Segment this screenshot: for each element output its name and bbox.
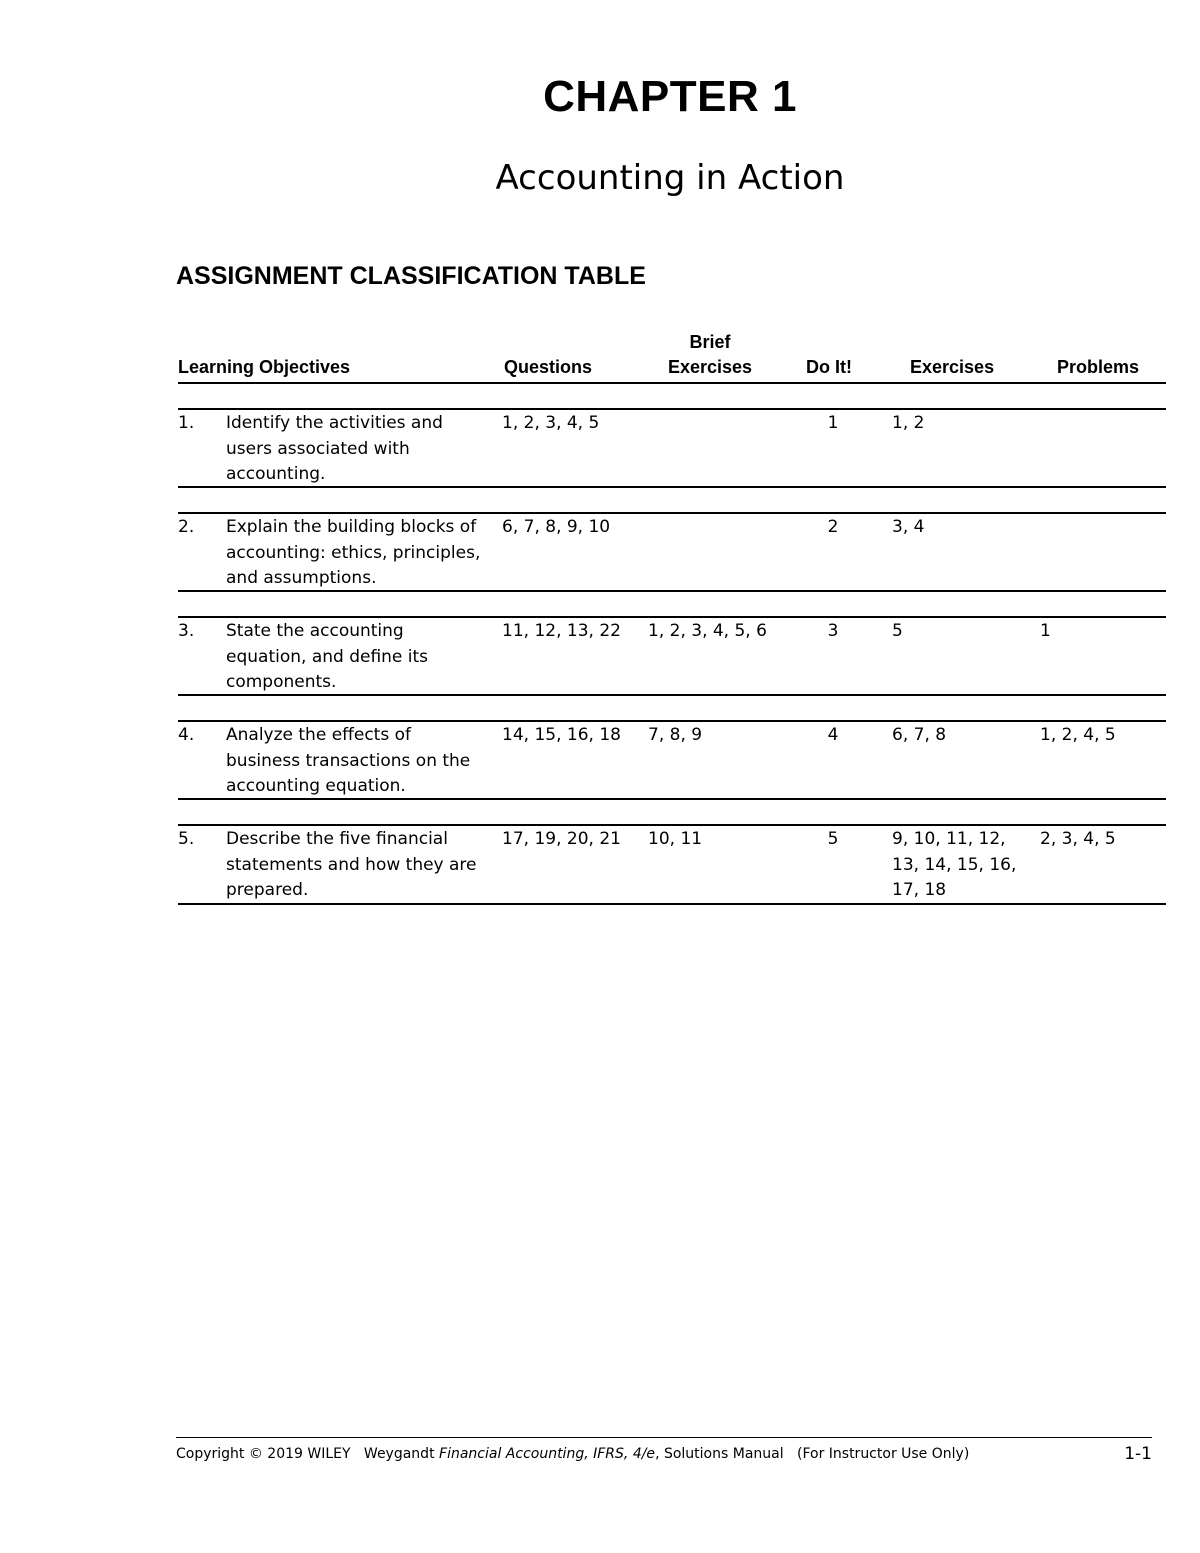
do-it-cell: 4 [827, 725, 839, 745]
questions-cell: 14, 15, 16, 18 [502, 725, 621, 745]
footer-manual: , Solutions Manual [655, 1446, 784, 1462]
exercises-cell: 6, 7, 8 [892, 725, 947, 745]
exercises-cell: 1, 2 [892, 413, 925, 433]
page-number: 1-1 [1124, 1444, 1152, 1464]
col-header-exercises: Exercises [910, 357, 995, 377]
do-it-cell: 5 [827, 829, 839, 849]
table-row [178, 824, 1166, 905]
objective-number: 1. [178, 413, 195, 433]
col-header-brief-line1: Brief [689, 332, 731, 352]
objective-text: Identify the activities and users associated with accounting. [226, 413, 443, 484]
assignment-classification-table [178, 330, 1166, 905]
col-header-questions: Questions [504, 357, 593, 377]
do-it-cell: 2 [827, 517, 839, 537]
questions-cell: 17, 19, 20, 21 [502, 829, 621, 849]
objective-number: 3. [178, 621, 195, 641]
problems-cell: 1 [1040, 621, 1051, 641]
table-row [178, 616, 1166, 696]
table-row [178, 720, 1166, 800]
col-header-learning-objectives: Learning Objectives [178, 357, 351, 377]
table-row [178, 408, 1166, 488]
footer-edition: 4/e [632, 1446, 656, 1462]
objective-text: Explain the building blocks of accounting: ethics, principles, and assumptions. [226, 517, 481, 588]
col-header-do-it: Do It! [806, 357, 852, 377]
objective-number: 5. [178, 829, 195, 849]
objective-number: 4. [178, 725, 195, 745]
questions-cell: 6, 7, 8, 9, 10 [502, 517, 611, 537]
do-it-cell: 1 [827, 413, 839, 433]
footer-divider [176, 1437, 1152, 1438]
objective-text: Analyze the effects of business transactions on the accounting equation. [226, 725, 471, 796]
footer-copyright: Copyright © 2019 WILEY [176, 1446, 351, 1462]
footer-book-title: Financial Accounting, IFRS, [439, 1446, 629, 1462]
col-header-brief-line2: Exercises [667, 357, 753, 377]
brief-exercises-cell: 10, 11 [648, 829, 703, 849]
exercises-cell: 9, 10, 11, 12, 13, 14, 15, 16, 17, 18 [892, 829, 1017, 900]
footer-author: Weygandt [363, 1446, 435, 1462]
footer-note: (For Instructor Use Only) [796, 1446, 970, 1462]
section-heading: ASSIGNMENT CLASSIFICATION TABLE [176, 262, 646, 290]
brief-exercises-cell: 7, 8, 9 [648, 725, 703, 745]
page-footer [176, 1446, 1152, 1462]
problems-cell: 1, 2, 4, 5 [1040, 725, 1116, 745]
objective-text: State the accounting equation, and define its components. [226, 621, 429, 692]
objective-number: 2. [178, 517, 195, 537]
table-header-row [178, 330, 1166, 384]
exercises-cell: 5 [892, 621, 903, 641]
col-header-brief-exercises [664, 330, 756, 380]
questions-cell: 1, 2, 3, 4, 5 [502, 413, 600, 433]
exercises-cell: 3, 4 [892, 517, 925, 537]
objective-text: Describe the five financial statements and how they are prepared. [226, 829, 477, 900]
questions-cell: 11, 12, 13, 22 [502, 621, 621, 641]
chapter-subtitle: Accounting in Action [495, 158, 845, 198]
table-row [178, 512, 1166, 592]
do-it-cell: 3 [827, 621, 839, 641]
col-header-problems: Problems [1057, 357, 1140, 377]
brief-exercises-cell: 1, 2, 3, 4, 5, 6 [648, 621, 767, 641]
chapter-title: CHAPTER 1 [543, 72, 797, 121]
problems-cell: 2, 3, 4, 5 [1040, 829, 1116, 849]
